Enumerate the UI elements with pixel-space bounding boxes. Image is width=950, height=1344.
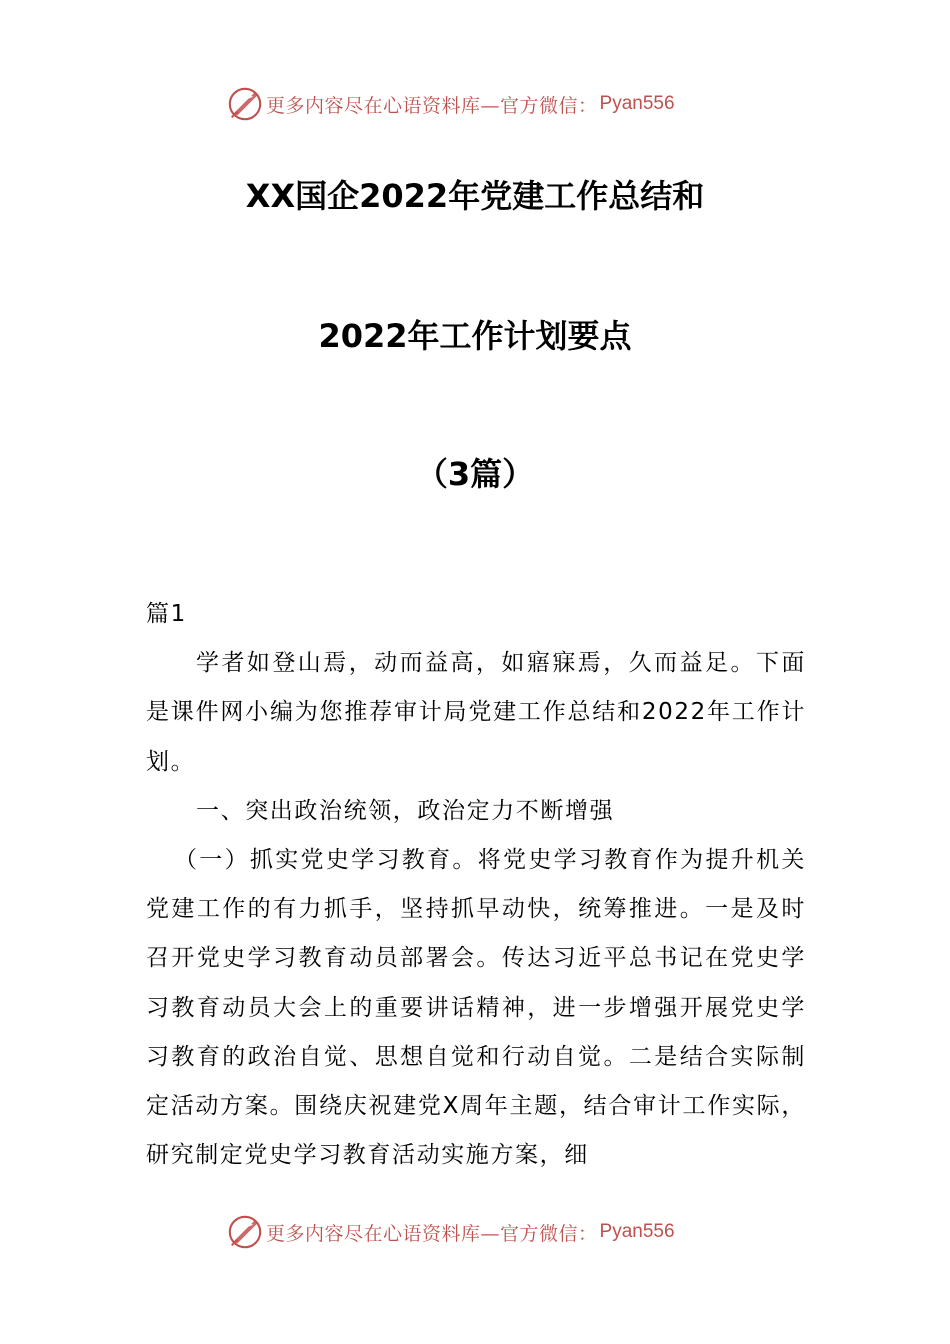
intro-paragraph: 学者如登山焉，动而益高，如寤寐焉，久而益足。下面是课件网小编为您推荐审计局党建工作总结和2022年工作计划。 [146,650,806,775]
pen-feather-icon [226,1213,264,1251]
pen-feather-icon [226,85,264,123]
watermark-text: 更多内容尽在心语资料库—官方微信： [266,94,598,117]
document-title-line-2: 2022年工作计划要点 [318,317,632,355]
footer-watermark [226,1212,675,1252]
watermark-handle: Pyan556 [599,93,675,114]
body-paragraph: （一）抓实党史学习教育。将党史学习教育作为提升机关党建工作的有力抓手，坚持抓早动快，统筹推进。一是及时召开党史学习教育动员部署会。传达习近平总书记在党史学习教育动员大会上的重要讲话精神，进一步增强开展党史学习教育的政治自觉、思想自觉和行动自觉。二是结合实际制定活动方案。围绕庆祝建党X周年主题，结合审计工作实际，研究制定党史学习教育活动实施方案，细 [146,847,806,1169]
document-body [146,590,806,1180]
section-label: 篇1 [146,601,187,627]
watermark-text: 更多内容尽在心语资料库—官方微信： [266,1222,598,1245]
watermark-handle: Pyan556 [599,1221,675,1242]
header-watermark [226,84,675,124]
document-title-line-1: XX国企2022年党建工作总结和 [245,177,705,215]
document-title-line-3: （3篇） [415,455,535,493]
section-heading: 一、突出政治统领，政治定力不断增强 [196,797,615,824]
